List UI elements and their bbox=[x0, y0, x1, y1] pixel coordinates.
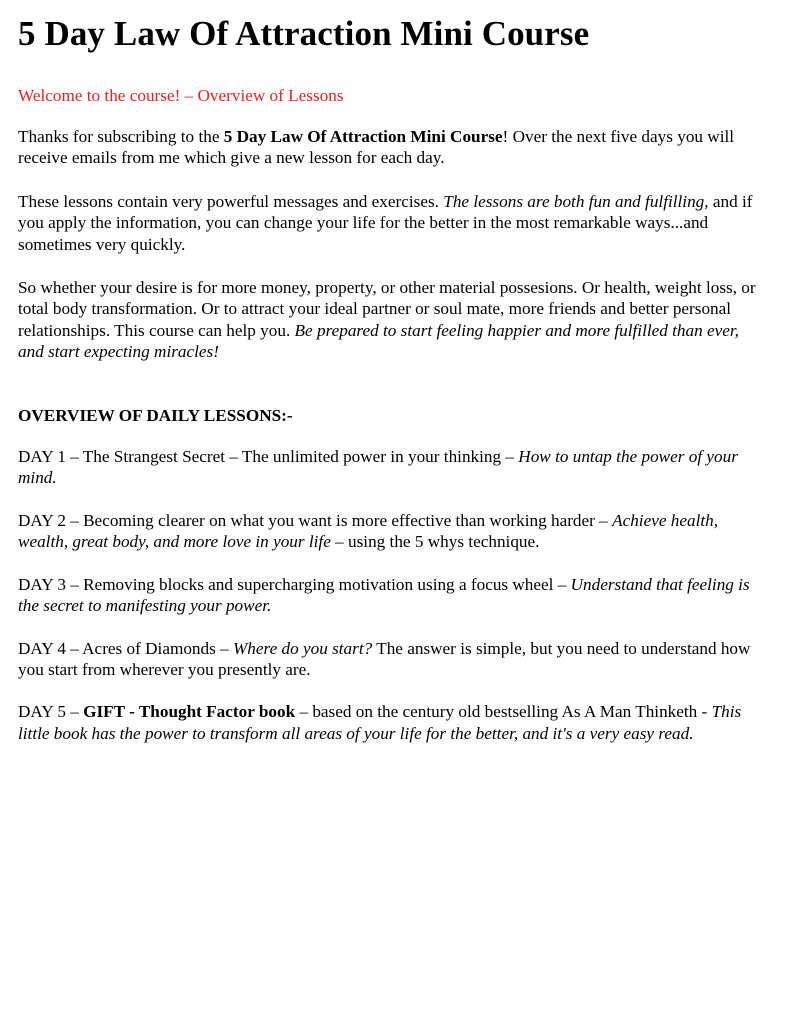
intro-p1-course-name: 5 Day Law Of Attraction Mini Course bbox=[223, 127, 503, 146]
day-1-emphasis: How to untap the power of your mind. bbox=[18, 447, 738, 488]
day-5-item bbox=[18, 701, 763, 744]
subtitle: Welcome to the course! – Overview of Lessons bbox=[18, 86, 344, 105]
day-2-text-a: DAY 2 – Becoming clearer on what you want is more effective than working harder – bbox=[18, 510, 613, 530]
intro-p2-emphasis: The lessons are both fun and fulfilling, bbox=[443, 191, 709, 211]
day-5-emphasis: This little book has the power to transform all areas of your life for the better, and it's a very easy read. bbox=[18, 702, 742, 743]
day-3-item bbox=[18, 574, 763, 617]
intro-p3-emphasis: Be prepared to start feeling happier and more fulfilled than ever, and start expecting miracles! bbox=[18, 320, 739, 362]
day-1-item bbox=[18, 446, 763, 489]
day-2-emphasis: Achieve health, wealth, great body, and more love in your life bbox=[18, 510, 719, 552]
intro-p2-text-a: These lessons contain very powerful messages and exercises. bbox=[18, 191, 444, 211]
document-page bbox=[18, 12, 763, 744]
day-5-text-a: DAY 5 – bbox=[18, 702, 84, 722]
day-2-text-b: – using the 5 whys technique. bbox=[330, 532, 540, 552]
day-4-item bbox=[18, 638, 763, 681]
day-3-emphasis: Understand that feeling is the secret to manifesting your power. bbox=[18, 574, 750, 616]
day-4-emphasis: Where do you start? bbox=[232, 638, 373, 658]
page-title: 5 Day Law Of Attraction Mini Course bbox=[18, 14, 590, 53]
intro-p3-text-a: So whether your desire is for more money, property, or other material possesions. Or health, weight loss, or total body transformation. Or to attract your ideal partner or soul mate, more friends and better personal relationships. This course can help you. bbox=[18, 278, 756, 340]
intro-paragraph-1 bbox=[18, 126, 763, 169]
intro-p1-text-b: ! Over the next five days you will receive emails from me which give a new lesson for each day. bbox=[18, 127, 735, 168]
intro-p1-text-a: Thanks for subscribing to the bbox=[18, 127, 224, 146]
intro-p2-text-b: and if you apply the information, you can change your life for the better in the most remarkable ways...and sometimes very quickly. bbox=[18, 191, 753, 254]
overview-heading: OVERVIEW OF DAILY LESSONS:- bbox=[18, 405, 293, 425]
day-4-text-a: DAY 4 – Acres of Diamonds – bbox=[18, 638, 233, 658]
day-2-item bbox=[18, 510, 763, 553]
day-5-gift-title: GIFT - Thought Factor book bbox=[83, 702, 296, 722]
day-5-text-b: – based on the century old bestselling As A Man Thinketh - bbox=[295, 702, 712, 722]
day-4-text-b: The answer is simple, but you need to understand how you start from wherever you presently are. bbox=[18, 638, 751, 679]
intro-paragraph-2 bbox=[18, 191, 763, 255]
day-3-text: DAY 3 – Removing blocks and supercharging motivation using a focus wheel – bbox=[18, 574, 571, 594]
intro-paragraph-3 bbox=[18, 277, 763, 363]
day-1-text: DAY 1 – The Strangest Secret – The unlimited power in your thinking – bbox=[18, 447, 519, 467]
